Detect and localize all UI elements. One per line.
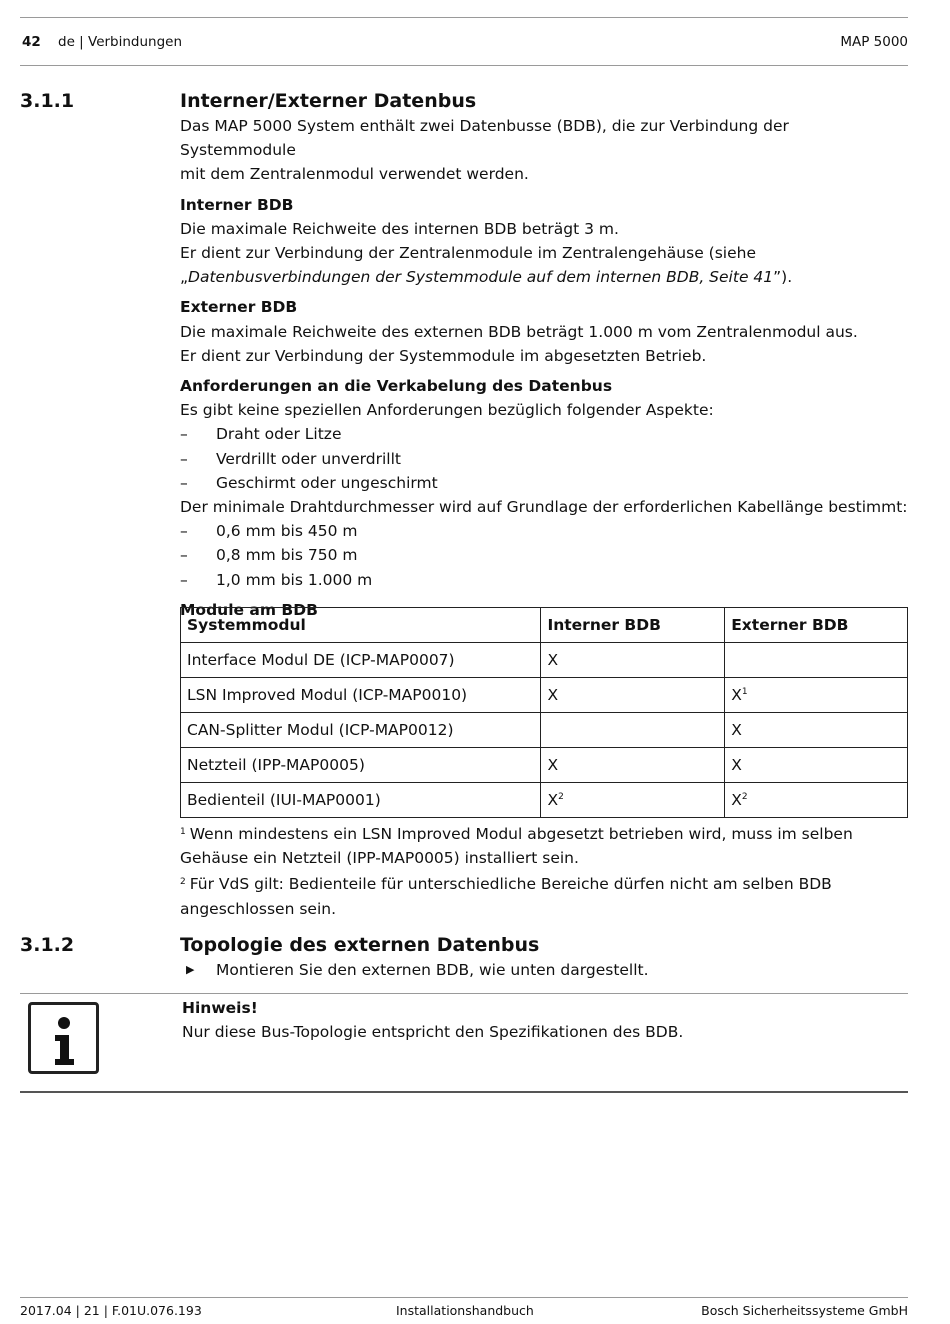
intro-line-2: mit dem Zentralenmodul verwendet werden.	[180, 165, 529, 184]
table-row	[181, 678, 908, 713]
external-cell	[725, 643, 908, 678]
modules-table	[180, 607, 908, 818]
intro-line-1: Das MAP 5000 System enthält zwei Datenbusse (BDB), die zur Verbindung der Systemmodule	[180, 117, 789, 160]
info-icon	[28, 1002, 99, 1074]
external-cell: $X^1$	[725, 678, 908, 713]
header-top-rule	[20, 17, 908, 18]
list-item: – 0,8 mm bis 750 m	[180, 546, 358, 565]
footer-company: Bosch Sicherheitssysteme GmbH	[701, 1303, 908, 1318]
table-row	[181, 643, 908, 678]
internal-cell: X	[541, 748, 725, 783]
diameter-intro: Der minimale Drahtdurchmesser wird auf Grundlage der erforderlichen Kabellänge bestimmt:	[180, 498, 908, 517]
footnote-1-cont: Gehäuse ein Netzteil (IPP-MAP0005) installiert sein.	[180, 849, 579, 868]
list-item: – Geschirmt oder ungeschirmt	[180, 473, 438, 492]
instruction-step	[180, 958, 908, 982]
list-item: – Draht oder Litze	[180, 425, 342, 444]
module-cell: Netzteil (IPP-MAP0005)	[181, 748, 541, 783]
footer-doc-type: Installationshandbuch	[396, 1303, 534, 1318]
modules-heading: Module am BDB	[180, 600, 318, 619]
footnote-2: $^2$ Für VdS gilt: Bedienteile für unterschiedliche Bereiche dürfen nicht am selben BDB	[180, 875, 832, 894]
notice-top-rule	[20, 993, 908, 994]
section-number-312: 3.1.2	[20, 934, 75, 956]
notice-bottom-rule	[20, 1091, 908, 1093]
internal-cell	[541, 713, 725, 748]
table-footnotes	[180, 820, 908, 921]
section-title-312: Topologie des externen Datenbus	[180, 934, 540, 956]
internal-cell: $X^2$	[541, 783, 725, 818]
internal-line-2: Er dient zur Verbindung der Zentralenmodule im Zentralengehäuse (siehe	[180, 244, 756, 263]
internal-bdb-heading: Interner BDB	[180, 195, 294, 214]
notice-text: Nur diese Bus-Topologie entspricht den Spezifikationen des BDB.	[182, 1023, 684, 1041]
table-row	[181, 783, 908, 818]
module-cell: LSN Improved Modul (ICP-MAP0010)	[181, 678, 541, 713]
column-header: Systemmodul	[181, 608, 541, 643]
header-product: MAP 5000	[840, 34, 908, 50]
footnote-2-cont: angeschlossen sein.	[180, 899, 337, 918]
module-cell: Bedienteil (IUI-MAP0001)	[181, 783, 541, 818]
table-header-row	[181, 608, 908, 643]
column-header: Externer BDB	[725, 608, 908, 643]
footer-rule	[20, 1297, 908, 1298]
cabling-heading: Anforderungen an die Verkabelung des Datenbus	[180, 377, 613, 396]
table-row	[181, 748, 908, 783]
external-cell: X	[725, 713, 908, 748]
section-title-311: Interner/Externer Datenbus	[180, 90, 477, 112]
notice-title: Hinweis!	[182, 999, 258, 1017]
header-bottom-rule	[20, 65, 908, 66]
external-line-1: Die maximale Reichweite des externen BDB beträgt 1.000 m vom Zentralenmodul aus.	[180, 322, 858, 341]
external-bdb-heading: Externer BDB	[180, 298, 298, 317]
internal-cell: X	[541, 678, 725, 713]
page-number: 42	[22, 34, 41, 50]
footnote-1: $^1$ Wenn mindestens ein LSN Improved Modul abgesetzt betrieben wird, muss im selben	[180, 825, 853, 843]
external-cell: X	[725, 748, 908, 783]
list-item: – Verdrillt oder unverdrillt	[180, 449, 401, 468]
module-cell: CAN-Splitter Modul (ICP-MAP0012)	[181, 713, 541, 748]
cross-reference-link[interactable]: Datenbusverbindungen der Systemmodule auf dem internen BDB, Seite 41	[188, 268, 774, 287]
list-item: – 0,6 mm bis 450 m	[180, 522, 358, 541]
internal-cell: X	[541, 643, 725, 678]
internal-line-1: Die maximale Reichweite des internen BDB beträgt 3 m.	[180, 219, 619, 238]
step-text: Montieren Sie den externen BDB, wie unten dargestellt.	[216, 961, 649, 979]
header-section: de | Verbindungen	[58, 34, 183, 50]
footer-doc-id: 2017.04 | 21 | F.01U.076.193	[20, 1303, 202, 1318]
section-311-body	[180, 114, 908, 622]
triangle-right-icon: ▶	[186, 963, 195, 976]
external-line-2: Er dient zur Verbindung der Systemmodule im abgesetzten Betrieb.	[180, 346, 707, 365]
external-cell: $X^2$	[725, 783, 908, 818]
list-item: – 1,0 mm bis 1.000 m	[180, 570, 373, 589]
table-row	[181, 713, 908, 748]
module-cell: Interface Modul DE (ICP-MAP0007)	[181, 643, 541, 678]
section-number-311: 3.1.1	[20, 90, 75, 112]
column-header: Interner BDB	[541, 608, 725, 643]
cabling-intro: Es gibt keine speziellen Anforderungen bezüglich folgender Aspekte:	[180, 401, 714, 420]
internal-line-3: „Datenbusverbindungen der Systemmodule auf dem internen BDB, Seite 41”).	[180, 268, 793, 287]
